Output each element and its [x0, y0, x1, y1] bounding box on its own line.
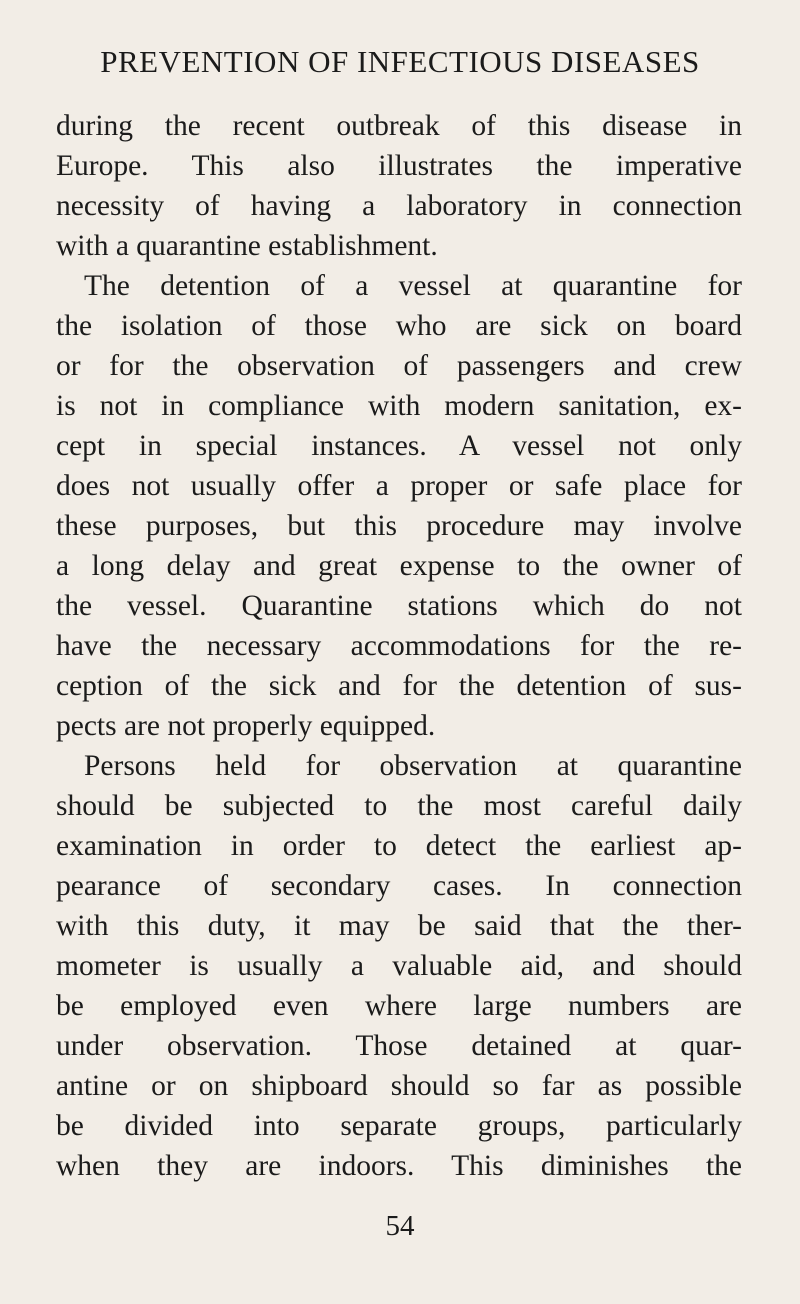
text-line: pearance of secondary cases. In connection	[56, 870, 742, 902]
text-line: does not usually offer a proper or safe place for	[56, 470, 742, 502]
text-line: examination in order to detect the earliest ap-	[56, 830, 742, 862]
text-line: mometer is usually a valuable aid, and should	[56, 950, 742, 982]
text-line: necessity of having a laboratory in connection	[56, 190, 742, 222]
text-line: should be subjected to the most careful daily	[56, 790, 742, 822]
text-line: ception of the sick and for the detention of sus-	[56, 670, 742, 702]
text-line: during the recent outbreak of this disease in	[56, 110, 742, 142]
text-line: when they are indoors. This diminishes the	[56, 1150, 742, 1182]
text-line: is not in compliance with modern sanitation, ex-	[56, 390, 742, 422]
text-line: cept in special instances. A vessel not only	[56, 430, 742, 462]
text-line: Persons held for observation at quarantine	[84, 750, 742, 782]
running-head: PREVENTION OF INFECTIOUS DISEASES	[100, 44, 700, 79]
body-text	[56, 106, 742, 1186]
text-line: antine or on shipboard should so far as possible	[56, 1070, 742, 1102]
text-line: a long delay and great expense to the owner of	[56, 550, 742, 582]
text-line: with this duty, it may be said that the ther-	[56, 910, 742, 942]
text-line: the isolation of those who are sick on board	[56, 310, 742, 342]
page-number: 54	[385, 1210, 415, 1242]
text-line: under observation. Those detained at quar-	[56, 1030, 742, 1062]
text-line: these purposes, but this procedure may involve	[56, 510, 742, 542]
text-line: pects are not properly equipped.	[56, 710, 436, 742]
text-line: the vessel. Quarantine stations which do not	[56, 590, 742, 622]
text-line: be employed even where large numbers are	[56, 990, 742, 1022]
text-line: have the necessary accommodations for the re-	[56, 630, 742, 662]
text-line: be divided into separate groups, particularly	[56, 1110, 742, 1142]
text-line: with a quarantine establishment.	[56, 230, 438, 262]
text-line: or for the observation of passengers and crew	[56, 350, 742, 382]
text-line: The detention of a vessel at quarantine for	[84, 270, 742, 302]
text-line: Europe. This also illustrates the imperative	[56, 150, 742, 182]
